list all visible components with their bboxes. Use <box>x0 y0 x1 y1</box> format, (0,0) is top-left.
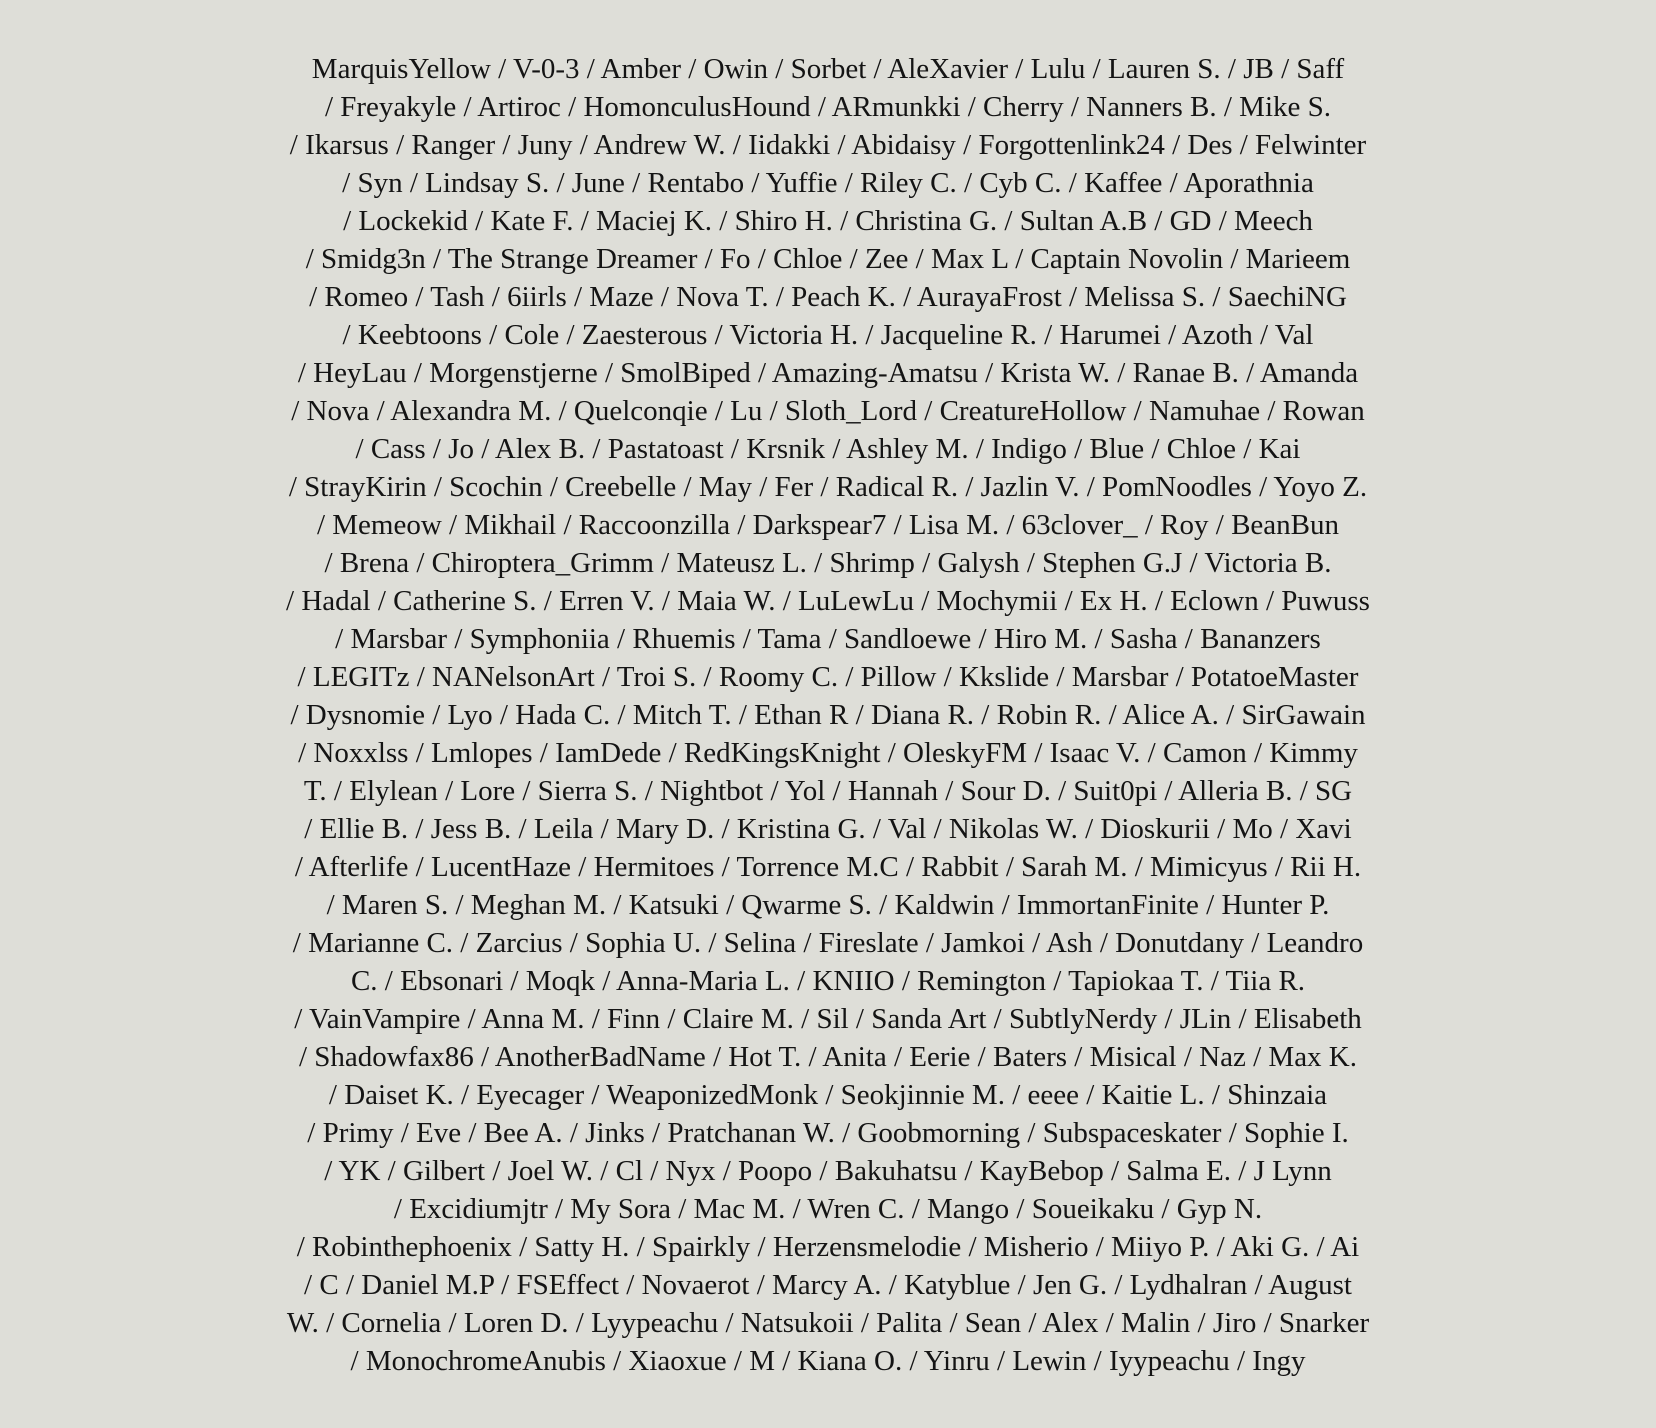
credit-line: / Hadal / Catherine S. / Erren V. / Maia W. / LuLewLu / Mochymii / Ex H. / Eclown / Puwuss <box>286 585 1370 617</box>
credit-line: / Freyakyle / Artiroc / HomonculusHound / ARmunkki / Cherry / Nanners B. / Mike S. <box>324 91 1332 123</box>
credit-line: / Maren S. / Meghan M. / Katsuki / Qwarme S. / Kaldwin / ImmortanFinite / Hunter P. <box>326 889 1330 921</box>
credit-line: / Dysnomie / Lyo / Hada C. / Mitch T. / Ethan R / Diana R. / Robin R. / Alice A. / SirGawain <box>290 699 1366 731</box>
credit-line: / Noxxlss / Lmlopes / IamDede / RedKingsKnight / OleskyFM / Isaac V. / Camon / Kimmy <box>298 737 1358 769</box>
credit-line: / Marianne C. / Zarcius / Sophia U. / Selina / Fireslate / Jamkoi / Ash / Donutdany / Leandro <box>292 927 1364 959</box>
credit-line: / C / Daniel M.P / FSEffect / Novaerot / Marcy A. / Katyblue / Jen G. / Lydhalran / August <box>304 1269 1352 1301</box>
credit-line: / Memeow / Mikhail / Raccoonzilla / Darkspear7 / Lisa M. / 63clover_ / Roy / BeanBun <box>316 509 1340 541</box>
credit-line: / HeyLau / Morgenstjerne / SmolBiped / Amazing-Amatsu / Krista W. / Ranae B. / Amanda <box>297 357 1359 389</box>
credit-line: / Brena / Chiroptera_Grimm / Mateusz L. / Shrimp / Galysh / Stephen G.J / Victoria B. <box>324 547 1332 579</box>
credit-line: / VainVampire / Anna M. / Finn / Claire M. / Sil / Sanda Art / SubtlyNerdy / JLin / Elisabeth <box>294 1003 1362 1035</box>
credits-list <box>180 50 1476 1380</box>
credit-line: / Afterlife / LucentHaze / Hermitoes / Torrence M.C / Rabbit / Sarah M. / Mimicyus / Rii H. <box>294 851 1362 883</box>
credit-line: / Nova / Alexandra M. / Quelconqie / Lu / Sloth_Lord / CreatureHollow / Namuhae / Rowan <box>291 395 1365 427</box>
credit-line: / Lockekid / Kate F. / Maciej K. / Shiro H. / Christina G. / Sultan A.B / GD / Meech <box>343 205 1313 237</box>
credit-line: MarquisYellow / V-0-3 / Amber / Owin / Sorbet / AleXavier / Lulu / Lauren S. / JB / Saff <box>311 53 1345 85</box>
credit-line: / Robinthephoenix / Satty H. / Spairkly / Herzensmelodie / Misherio / Miiyo P. / Aki G. / Ai <box>296 1231 1360 1263</box>
credit-line: / Romeo / Tash / 6iirls / Maze / Nova T. / Peach K. / AurayaFrost / Melissa S. / SaechiNG <box>309 281 1347 313</box>
credit-line: / Cass / Jo / Alex B. / Pastatoast / Krsnik / Ashley M. / Indigo / Blue / Chloe / Kai <box>355 433 1301 465</box>
credit-line: / Smidg3n / The Strange Dreamer / Fo / Chloe / Zee / Max L / Captain Novolin / Marieem <box>305 243 1351 275</box>
credit-line: / Daiset K. / Eyecager / WeaponizedMonk / Seokjinnie M. / eeee / Kaitie L. / Shinzaia <box>328 1079 1328 1111</box>
credit-line: / MonochromeAnubis / Xiaoxue / M / Kiana O. / Yinru / Lewin / Iyypeachu / Ingy <box>350 1345 1306 1377</box>
credit-line: / Ellie B. / Jess B. / Leila / Mary D. / Kristina G. / Val / Nikolas W. / Dioskurii / Mo / Xavi <box>304 813 1352 845</box>
credit-line: W. / Cornelia / Loren D. / Lyypeachu / Natsukoii / Palita / Sean / Alex / Malin / Jiro / Snarker <box>286 1307 1370 1339</box>
credit-line: / YK / Gilbert / Joel W. / Cl / Nyx / Poopo / Bakuhatsu / KayBebop / Salma E. / J Lynn <box>324 1155 1332 1187</box>
credit-line: / Primy / Eve / Bee A. / Jinks / Pratchanan W. / Goobmorning / Subspaceskater / Sophie I. <box>307 1117 1349 1149</box>
credit-line: / Keebtoons / Cole / Zaesterous / Victoria H. / Jacqueline R. / Harumei / Azoth / Val <box>342 319 1314 351</box>
credit-line: C. / Ebsonari / Moqk / Anna-Maria L. / KNIIO / Remington / Tapiokaa T. / Tiia R. <box>350 965 1306 997</box>
credit-line: / Shadowfax86 / AnotherBadName / Hot T. / Anita / Eerie / Baters / Misical / Naz / Max K. <box>298 1041 1358 1073</box>
credit-line: / Ikarsus / Ranger / Juny / Andrew W. / Iidakki / Abidaisy / Forgottenlink24 / Des / Felwinter <box>289 129 1367 161</box>
credit-line: / StrayKirin / Scochin / Creebelle / May / Fer / Radical R. / Jazlin V. / PomNoodles / Yoyo Z. <box>288 471 1368 503</box>
credit-line: / LEGITz / NANelsonArt / Troi S. / Roomy C. / Pillow / Kkslide / Marsbar / PotatoeMaster <box>297 661 1359 693</box>
credit-line: / Marsbar / Symphoniia / Rhuemis / Tama / Sandloewe / Hiro M. / Sasha / Bananzers <box>335 623 1321 655</box>
credit-line: / Syn / Lindsay S. / June / Rentabo / Yuffie / Riley C. / Cyb C. / Kaffee / Aporathnia <box>342 167 1314 199</box>
credit-line: T. / Elylean / Lore / Sierra S. / Nightbot / Yol / Hannah / Sour D. / Suit0pi / Alleria B. / SG <box>303 775 1353 807</box>
credit-line: / Excidiumjtr / My Sora / Mac M. / Wren C. / Mango / Soueikaku / Gyp N. <box>393 1193 1263 1225</box>
